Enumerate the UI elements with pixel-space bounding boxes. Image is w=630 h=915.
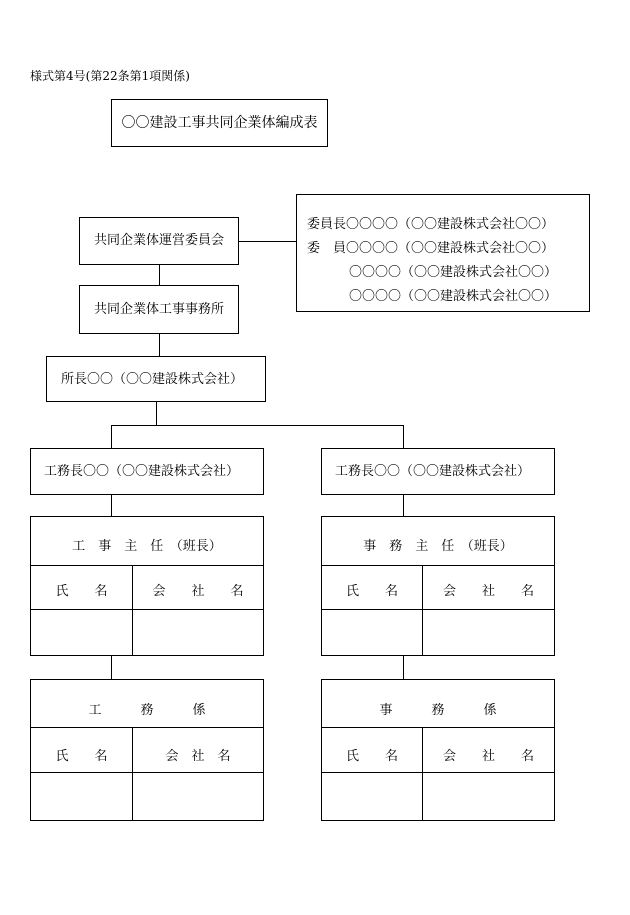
director-box bbox=[46, 356, 266, 402]
table-column-divider bbox=[132, 565, 133, 655]
committee-name: 共同企業体運営委員会 bbox=[93, 233, 224, 248]
column-header-name: 氏 名 bbox=[55, 749, 108, 764]
table-column-divider bbox=[422, 727, 423, 820]
table-divider bbox=[31, 565, 263, 566]
connector-director-branch bbox=[156, 402, 157, 425]
connector-upper-lower-left bbox=[111, 656, 112, 679]
column-header-name: 氏 名 bbox=[345, 749, 398, 764]
committee-box bbox=[79, 217, 239, 265]
committee-member: 〇〇〇〇（〇〇建設株式会社〇〇） bbox=[349, 265, 558, 280]
upper-table-right bbox=[321, 516, 555, 656]
lower-table-right bbox=[321, 679, 555, 821]
chart-title-box bbox=[111, 99, 328, 147]
form-number: 様式第4号(第22条第1項関係) bbox=[30, 69, 190, 83]
chart-title: 〇〇建設工事共同企業体編成表 bbox=[121, 115, 318, 131]
connector-branch-left bbox=[111, 425, 112, 448]
table-divider bbox=[322, 727, 554, 728]
upper-table-title-right: 事 務 主 任 （班長） bbox=[363, 539, 513, 554]
upper-table-left bbox=[30, 516, 264, 656]
manager-label-left: 工務長〇〇（〇〇建設株式会社） bbox=[44, 464, 240, 479]
committee-member: 〇〇〇〇（〇〇建設株式会社〇〇） bbox=[349, 289, 558, 304]
column-header-name: 氏 名 bbox=[345, 584, 398, 599]
upper-table-title-left: 工 事 主 任 （班長） bbox=[72, 539, 222, 554]
office-box bbox=[79, 285, 239, 334]
connector-committee-office bbox=[159, 265, 160, 285]
column-header-company: 会 社 名 bbox=[152, 584, 244, 599]
connector-manager-upper-left bbox=[111, 495, 112, 516]
lower-table-title-left: 工 務 係 bbox=[88, 703, 206, 718]
table-column-divider bbox=[132, 727, 133, 820]
manager-label-right: 工務長〇〇（〇〇建設株式会社） bbox=[335, 464, 531, 479]
committee-member-chair: 委員長〇〇〇〇（〇〇建設株式会社〇〇） bbox=[307, 217, 555, 232]
manager-box-left bbox=[30, 448, 264, 495]
committee-connector bbox=[239, 241, 296, 242]
table-divider bbox=[322, 772, 554, 773]
manager-box-right bbox=[321, 448, 555, 495]
column-header-company: 会 社 名 bbox=[165, 749, 231, 764]
office-name: 共同企業体工事事務所 bbox=[93, 302, 224, 317]
committee-members-box bbox=[296, 194, 590, 312]
connector-office-director bbox=[159, 334, 160, 356]
lower-table-left bbox=[30, 679, 264, 821]
table-divider bbox=[322, 609, 554, 610]
column-header-name: 氏 名 bbox=[55, 584, 108, 599]
director-label: 所長〇〇（〇〇建設株式会社） bbox=[61, 372, 244, 387]
table-column-divider bbox=[422, 565, 423, 655]
connector-upper-lower-right bbox=[403, 656, 404, 679]
column-header-company: 会 社 名 bbox=[442, 584, 534, 599]
connector-manager-upper-right bbox=[403, 495, 404, 516]
table-divider bbox=[31, 609, 263, 610]
connector-branch-right bbox=[403, 425, 404, 448]
table-divider bbox=[322, 565, 554, 566]
table-divider bbox=[31, 727, 263, 728]
branch-line bbox=[111, 425, 403, 426]
committee-member: 委 員〇〇〇〇（〇〇建設株式会社〇〇） bbox=[307, 241, 555, 256]
table-divider bbox=[31, 772, 263, 773]
lower-table-title-right: 事 務 係 bbox=[379, 703, 497, 718]
column-header-company: 会 社 名 bbox=[442, 749, 534, 764]
